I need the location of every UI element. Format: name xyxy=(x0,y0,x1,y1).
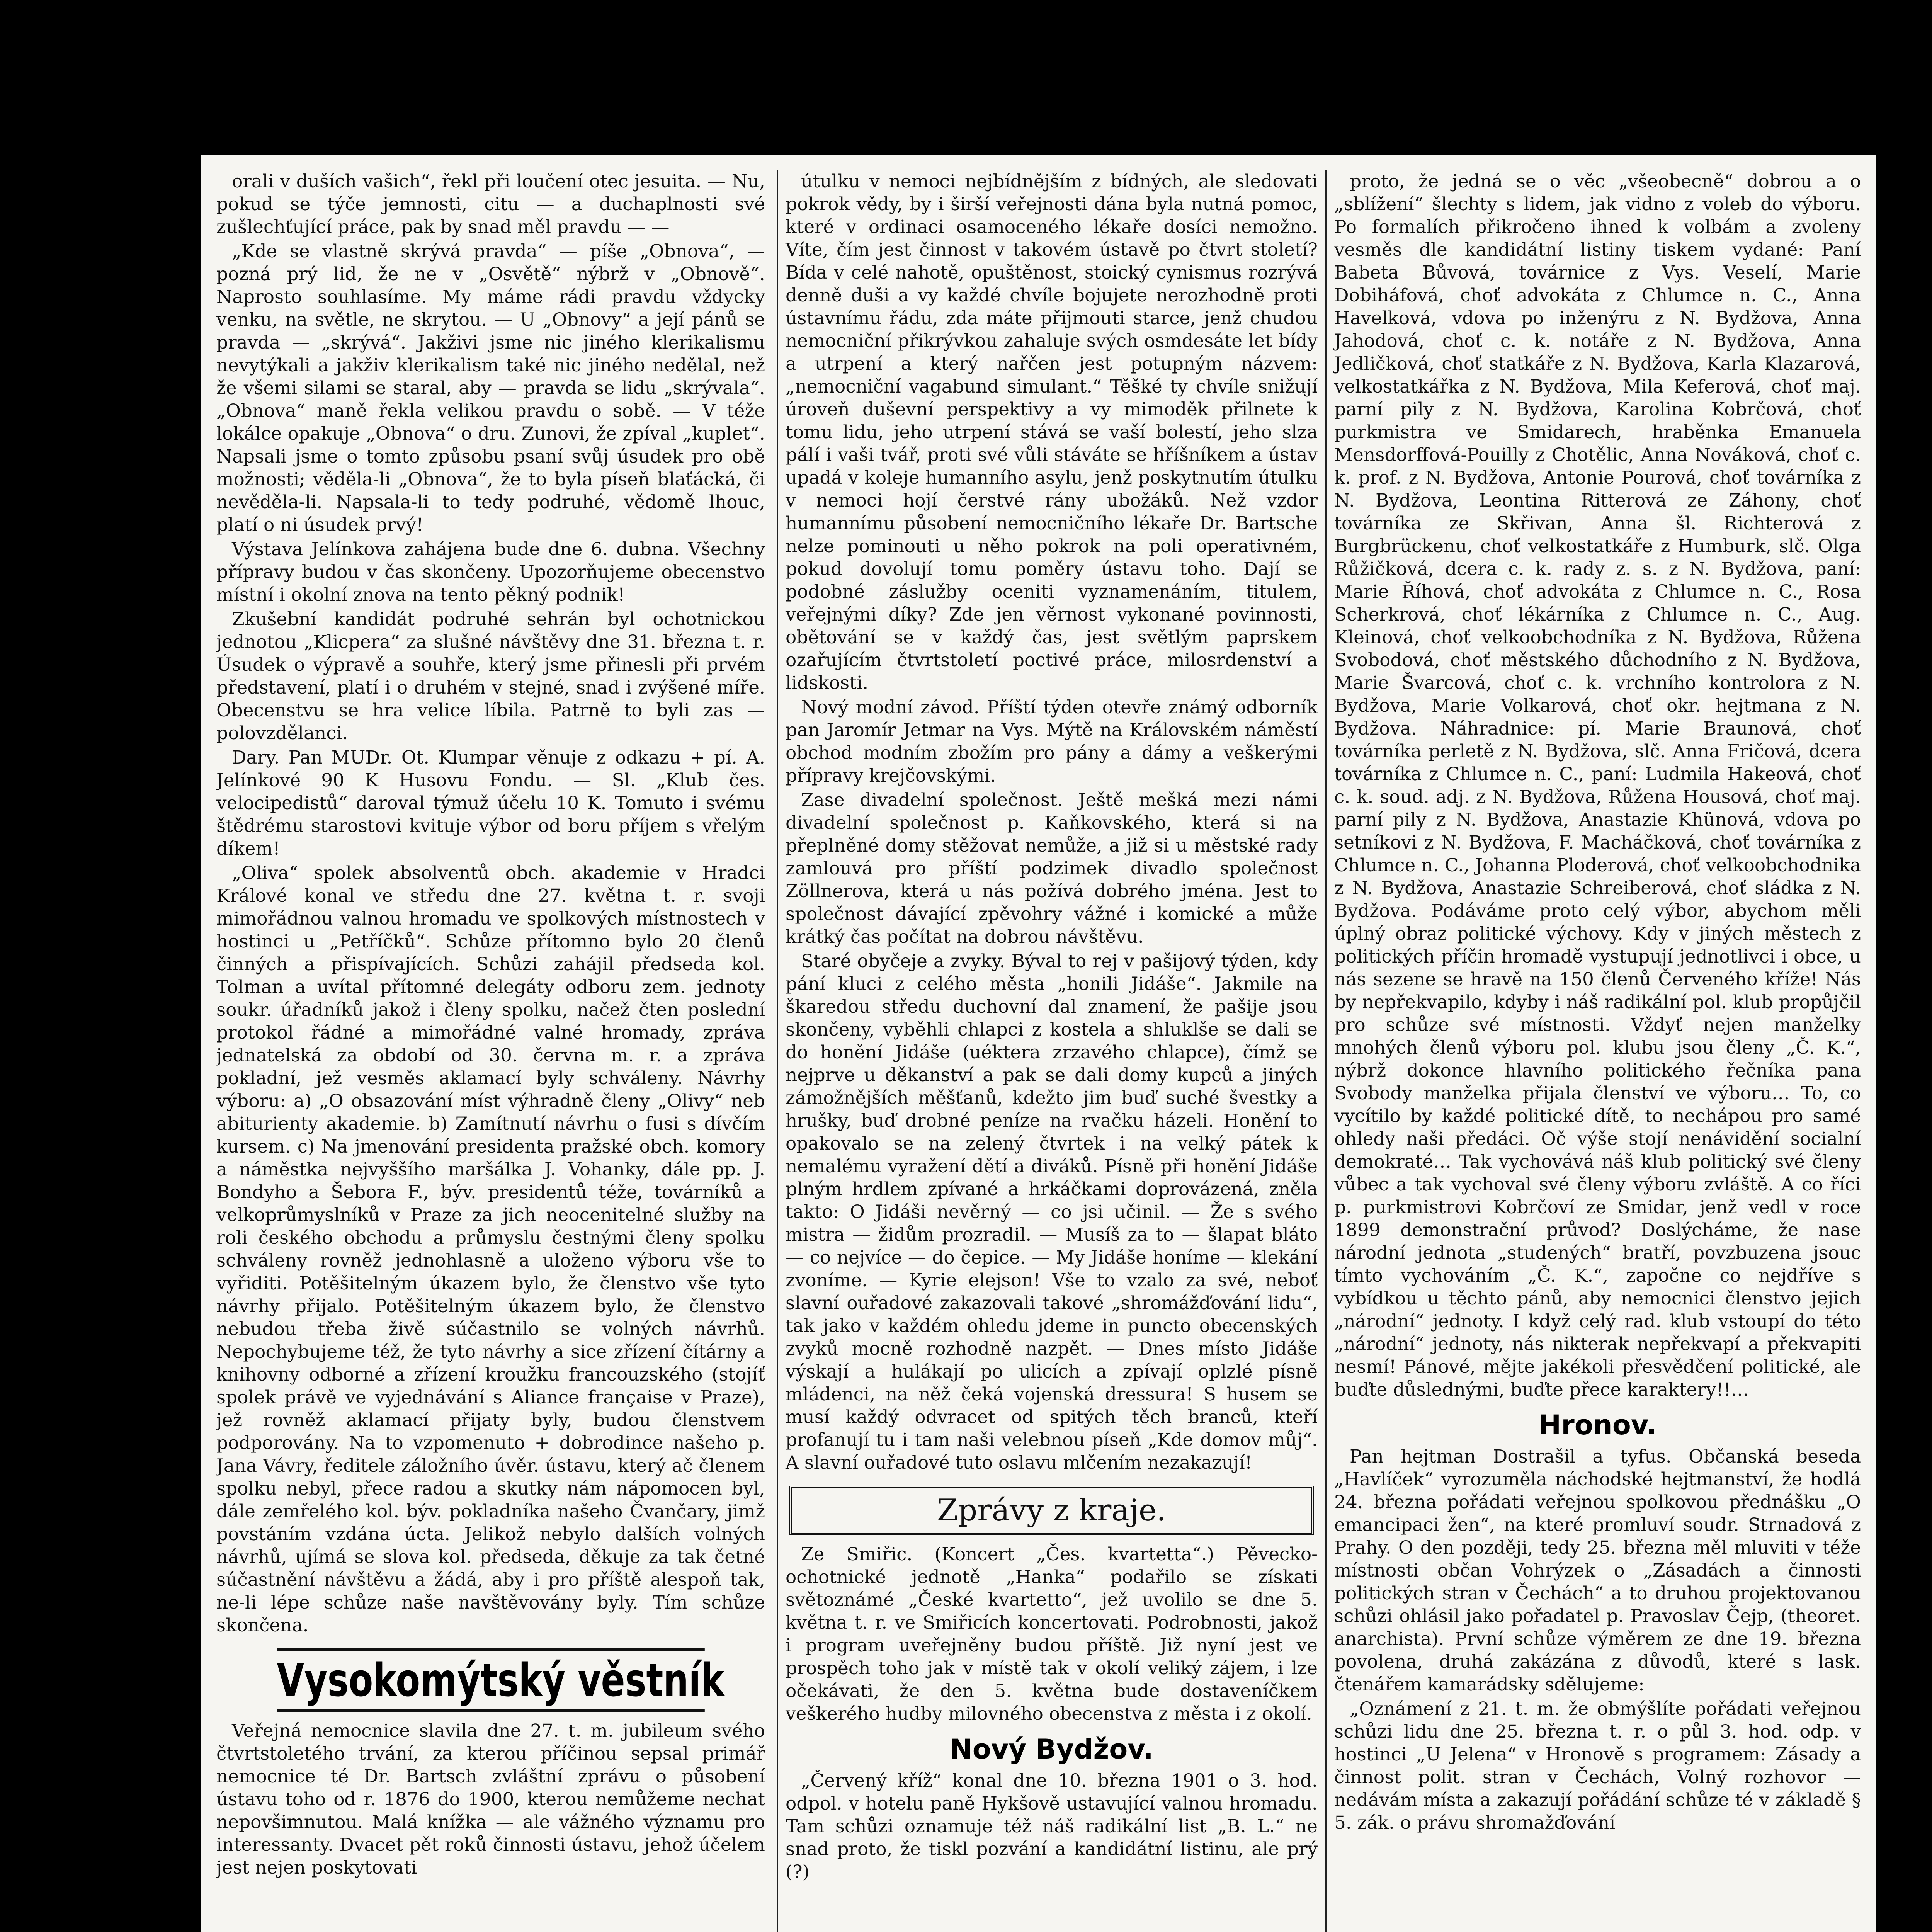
article-paragraph: Veřejná nemocnice slavila dne 27. t. m. jubileum svého čtvrtstoletého trvání, za kterou příčinou sepsal primář nemocnice té Dr. Bartsch zvláštní zprávu o působení ústavu toho od r. 1876 do 1900, kterou nemůžeme nechat nepovšimnutou. Malá knížka — ale vážného významu pro interessanty. Dvacet pět roků činnosti ústavu, jehož účelem jest nejen poskytovati xyxy=(216,1720,765,1878)
article-paragraph: Nový modní závod. Příští týden otevře známý odborník pan Jaromír Jetmar na Vys. Mýtě na Královském náměstí obchod modním zbožím pro pány a dámy a veškerými přípravy krejčovskými. xyxy=(786,697,1318,786)
article-paragraph: útulku v nemoci nejbídnějším z bídných, ale sledovati pokrok vědy, by i širší veřejnosti dána byla nutná pomoc, které v ordinaci osamoceného lékaře dosíci nemožno. Víte, čím jest činnost v takovém ústavě po čtvrt století? Bída v celé nahotě, opuštěnost, stoický cynismus rozrývá denně duši a vy každé chvíle bojujete nerozhodně proti ústavnímu řádu, zda máte přijmouti starce, jenž chudou nemocniční přikrývkou zahaluje svých osmdesáte let bídy a utrpení a který nařčen jest potupným názvem: „nemocniční vagabund simulant.“ Těšké ty chvíle snižují úroveň duševní perspektivy a vy mimoděk přilnete k tomu lidu, jeho utrpení stává se vaší bolestí, jeho slza pálí i vaši tvář, proti své vůli stáváte se hříšníkem a ústav upadá v koleje humanního asylu, jenž poskytnutím útulku v nemoci hojí čerstvé rány ubožáků. Než vzdor humannímu působení nemocničního lékaře Dr. Bartsche nelze pominouti u něho pokrok na poli operativném, pokud dovolují tomu poměry ústavu toho. Dají se podobné záslužby oceniti vyznamenáním, titulem, veřejnými díky? Zde jen věrnost vykonané povinnosti, obětování se v každý čas, jest světlým paprskem ozařujícím čtvrtstoletí poctivé práce, milosrdenství a lidskosti. xyxy=(786,171,1318,694)
article-paragraph: proto, že jedná se o věc „všeobecně“ dobrou a o „sblížení“ šlechty s lidem, jak vidno z voleb do výboru. Po formalích přikročeno ihned k volbám a zvoleny vesměs dle kandidátní listiny tiskem vydané: Paní Babeta Bůvová, továrnice z Vys. Veselí, Marie Dobiháfová, choť advokáta z Chlumce n. C., Anna Havelková, vdova po inženýru z N. Bydžova, Anna Jahodová, choť c. k. notáře z N. Bydžova, Anna Jedličková, choť statkáře z N. Bydžova, Karla Klazarová, velkostatkářka z N. Bydžova, Mila Keferová, choť maj. parní pily z N. Bydžova, Karolina Kobrčová, choť purkmistra ve Smidarech, hraběnka Emanuela Mensdorffová-Pouilly z Chotělic, Anna Nováková, choť c. k. prof. z N. Bydžova, Antonie Pourová, choť továrníka z N. Bydžova, Leontina Ritterová ze Záhony, choť továrníka ze Skřivan, Anna šl. Richterová z Burgbrückenu, choť velkostatkáře z Humburk, slč. Olga Růžičková, dcera c. k. rady z. s. z N. Bydžova, paní: Marie Říhová, choť advokáta z Chlumce n. C., Rosa Scherkrová, choť lékárníka z Chlumce n. C., Aug. Kleinová, choť velkoobchodníka z N. Bydžova, Růžena Svobodová, choť městského důchodního z N. Bydžova, Marie Švarcová, choť c. k. vrchního kontrolora z N. Bydžova, Marie Volkarová, choť okr. hejtmana z N. Bydžova. Náhradnice: pí. Marie Braunová, choť továrníka perletě z N. Bydžova, slč. Anna Fričová, dcera továrníka z Chlumce n. C., paní: Ludmila Hakeová, choť c. k. soud. adj. z N. Bydžova, Růžena Housová, choť maj. parní pily z N. Bydžova, Anastazie Khünová, vdova po setníkovi z N. Bydžova, F. Macháčková, choť továrníka z Chlumce n. C., Johanna Ploderová, choť velkoobchodnika z N. Bydžova, Anastazie Schreiberová, choť sládka z N. Bydžova. Podáváme proto celý výbor, abychom měli úplný obraz politické výchovy. Kdy v jiných městech z politických příčin hromadě vystupují jednotlivci i obce, u nás sezene se hravě na 150 členů Červeného kříže! Nás by nepřekvapilo, kdyby i náš radikální pol. klub propůjčil pro schůze své místnosti. Vždyť nejen manželky mnohých členů výboru pol. klubu jsou členy „Č. K.“, nýbrž dokonce hlavního politického řečníka pana Svobody manželka přijala členství ve výboru… To, co vycítilo by každé politické dítě, to nechápou pro samé ohledy naši předáci. Oč výše stojí nenávidění socialní demokraté… Tak vychovává náš klub politický své členy vůbec a tak vychoval své členy výboru zvláště. A co říci p. purkmistrovi Kobrčoví ze Smidar, jenž vedl v roce 1899 demonstrační průvod? Doslýcháme, že nase národní jednota „studených“ bratří, povzbuzena jsouc tímto vychováním „Č. K.“, započne co nejdříve s vybídkou u těchto pánů, aby nemocnici členstvo jejich „národní“ jednoty. I když celý rad. klub vstoupí do této „národní“ jednoty, nás nikterak nepřekvapí a překvapiti nesmí! Pánové, mějte jakékoli přesvědčení politické, ale buďte důslednými, buďte přece karaktery!!… xyxy=(1334,171,1861,1400)
article-paragraph: „Oznámení z 21. t. m. že obmýšlíte pořádati veřejnou schůzi lidu dne 25. března t. r. o půl 3. hod. odp. v hostinci „U Jelena“ v Hronově s programem: Zásady a činnost polit. stran v Čechách, Volný rozhovor — nedávám místa a zakazují pořádání schůze té v základě § 5. zák. o právu shromažďování xyxy=(1334,1698,1861,1833)
article-paragraph: Staré obyčeje a zvyky. Býval to rej v pašijový týden, kdy pání kluci z celého města „honili Jidáše“. Jakmile na škaredou středu duchovní dal znamení, že pašije jsou skončeny, vyběhli chlapci z kostela a shluklše se dali se do honění Jidáše (uéktera zrzavého chlapce), čímž se nejprve u děkanství a pak se dali domy kupců a jiných zámožnějších měšťanů, kdežto jim buď suché švestky a hrušky, buď drobné peníze na rvačku házeli. Honění to opakovalo se na zelený čtvrtek i na velký pátek k nemalému vyražení dětí a diváků. Písně při honění Jidáše plným hrdlem zpívané a hrkáčkami doprovázená, zněla takto: O Jidáši nevěrný — co jsi učinil. — Že s svého mistra — židům prozradil. — Musíš za to — šlapat bláto — co nejvíce — do čepice. — My Jidáše honíme — klekání zvoníme. — Kyrie elejson! Vše to vzalo za své, neboť slavní ouřadové zakazovali takové „shromážďování lidu“, tak jako v každém ohledu jdeme in puncto obecenských zvyků mocně rozhodně nazpět. — Dnes místo Jidáše výskají a hulákají po ulicích a zpívají oplzlé písně mládenci, na něž čeká vojenská dressura! S husem se musí každý odvracet od spitých těch branců, kteří profanují tu i tam naši velebnou píseň „Kde domov můj“. A slavní ouřadové tuto oslavu mlčením nezakazují! xyxy=(786,951,1318,1473)
column-right xyxy=(1325,170,1861,1932)
section-title: Zprávy z kraje. xyxy=(937,1493,1166,1528)
article-paragraph: „Červený kříž“ konal dne 10. března 1901 o 3. hod. odpol. v hotelu paně Hykšově ustavující valnou hromadu. Tam schůzi oznamuje též náš radikální list „B. L.“ ne snad proto, že tiskl pozvání a kandidátní listinu, ale prý (?) xyxy=(786,1770,1318,1883)
town-heading: Hronov. xyxy=(1538,1409,1657,1441)
article-paragraph: orali v duších vašich“, řekl při loučení otec jesuita. — Nu, pokud se týče jemnosti, citu — a duchaplnosti své zušlechťující práce, pak by snad měl pravdu — — xyxy=(216,171,765,238)
article-paragraph: Ze Smiřic. (Koncert „Čes. kvartetta“.) Pěvecko-ochotnické jednotě „Hanka“ podařilo se získati světoznámé „České kvartetto“, jež uvolilo se dne 5. května t. r. ve Smiřicích koncertovati. Podrobnosti, jakož i program uveřejněny budou příště. Již nyní jest ve prospěch toho jak v místě tak v okolí veliký zájem, i lze očekávati, že den 5. května bude dostaveníčkem veškerého hudby milovného obecenstva z města i z okolí. xyxy=(786,1544,1318,1725)
article-paragraph: „Kde se vlastně skrývá pravda“ — píše „Obnova“, — pozná prý lid, že ne v „Osvětě“ nýbrž v „Obnově“. Naprosto souhlasíme. My máme rádi pravdu vždycky venku, na světle, ne skrytou. — U „Obnovy“ a její pánů se pravda — „skrývá“. Jakživi jsme nic jiného klerikalismu nevytýkali a jakživ klerikalism také nic jiného nedělal, než že všemi silami se staral, aby — pravda se lidu „skrývala“. „Obnova“ maně řekla velikou pravdu o sobě. — V téže lokálce opakuje „Obnova“ o dru. Zunovi, že zpíval „kuplet“. Napsali jsme o tomto způsobu psaní svůj úsudek pro obě možnosti; věděla-li „Obnova“, že to byla píseň blaťácká, či nevěděla-li. Napsala-li to tedy podruhé, vědomě lhouc, platí o ni úsudek prvý! xyxy=(216,241,765,536)
column-left xyxy=(216,170,765,1932)
article-paragraph: Výstava Jelínkova zahájena bude dne 6. dubna. Všechny přípravy budou v čas skončeny. Upozorňujeme obecenstvo místní i okolní znova na tento pěkný podnik! xyxy=(216,539,765,605)
newspaper-page xyxy=(201,155,1876,1932)
article-paragraph: Dary. Pan MUDr. Ot. Klumpar věnuje z odkazu + pí. A. Jelínkové 90 K Husovu Fondu. — Sl. „Klub čes. velocipedistů“ daroval týmuž účelu 10 K. Tomuto i svému štědrému starostovi kvituje výbor od boru příjem s vřelým díkem! xyxy=(216,747,765,859)
section-masthead: Vysokomýtský věstník xyxy=(277,1648,705,1712)
column-middle xyxy=(777,170,1318,1932)
article-paragraph: Zase divadelní společnost. Ještě mešká mezi námi divadelní společnost p. Kaňkovského, která si na přeplněné domy stěžovat nemůže, a již si u městské rady zamlouvá pro příští podzimek divadlo společnost Zöllnerova, která u nás požívá dobrého jména. Jest to společnost dávající zpěvohry vážné i komické a může krátký čas počítat na dobrou návštěvu. xyxy=(786,789,1318,947)
town-heading: Nový Bydžov. xyxy=(950,1733,1153,1765)
article-paragraph: Pan hejtman Dostrašil a tyfus. Občanská beseda „Havlíček“ vyrozuměla náchodské hejtmanství, že hodlá 24. března pořádati veřejnou spolkovou přednášku „O emancipaci žen“, na které promluví soudr. Strnadová z Prahy. O den později, tedy 25. března měl mluviti v téže místnosti občan Vohrýzek o „Zásadách a činnosti politických stran v Čechách“ a to druhou projektovanou schůzi ohlásil jako pořadatel p. Pravoslav Čejp, (theoret. anarchista). První schůze výměrem ze dne 19. března povolena, druhá zakázána z důvodů, které s lask. čtenářem kamarádsky sdělujeme: xyxy=(1334,1446,1861,1695)
section-header-box xyxy=(789,1486,1314,1535)
article-paragraph: „Oliva“ spolek absolventů obch. akademie v Hradci Králové konal ve středu dne 27. května t. r. svoji mimořádnou valnou hromadu ve spolkových místnostech v hostinci u „Petříčků“. Schůze přítomno bylo 20 členů činných a přispívajících. Schůzi zahájil předseda kol. Tolman a uvítal přítomné delegáty odboru zem. jednoty soukr. úřadníků jakož i členy spolku, načež čten poslední protokol řádné a mimořádné valné hromady, zpráva jednatelská za období od 30. června m. r. a zpráva pokladní, jež vesměs aklamací byly schváleny. Návrhy výboru: a) „O obsazování míst výhradně členy „Olivy“ neb abiturienty akademie. b) Zamítnutí návrhu o fusi s dívčím kursem. c) Na jmenování presidenta pražské obch. komory a náměstka nejvyššího maršálka J. Vohanky, dále pp. J. Bondyho a Šebora F., býv. presidentů téže, továrníků a velkoprůmyslníků v Praze za jich neocenitelné služby na roli českého obchodu a průmyslu čestnými členy spolku schváleny rovněž jednohlasně a uloženo výboru vše to vyřiditi. Potěšitelným úkazem bylo, že členstvo vše tyto návrhy přijalo. Potěšitelným úkazem bylo, že členstvo nebudou třeba živě súčastnilo se volných návrhů. Nepochybujeme též, že tyto návrhy a sice zřízení čítárny a knihovny odborné a zřízení kroužku francouzského (stojíť spolek právě ve vyjednávání s Aliance française v Praze), jež rovněž aklamací přijaty byly, budou členstvem podporovány. Na to vzpomenuto + dobrodince našeho p. Jana Vávry, ředitele záložního úvěr. ústavu, který ač členem spolku nebyl, přece radou a skutky nám nápomocen byl, dále zemřelého kol. býv. pokladníka našeho Čvančary, jimž povstáním vzdána úcta. Jelikož nebylo dalších volných návrhů, ujímá se slova kol. předseda, děkuje za tak četné súčastnění návštěvu a žádá, aby i pro příště alespoň tak, ne-li lépe schůze naše navštěvovány byly. Tím schůze skončena. xyxy=(216,862,765,1636)
article-paragraph: Zkušební kandidát podruhé sehrán byl ochotnickou jednotou „Klicpera“ za slušné návštěvy dne 31. března t. r. Úsudek o výpravě a souhře, který jsme přinesli při prvém představení, platí i o druhém v stejné, snad i zvýšené míře. Obecenstvu se hra velice líbila. Patrně to byli zas — polovzdělanci. xyxy=(216,609,765,744)
